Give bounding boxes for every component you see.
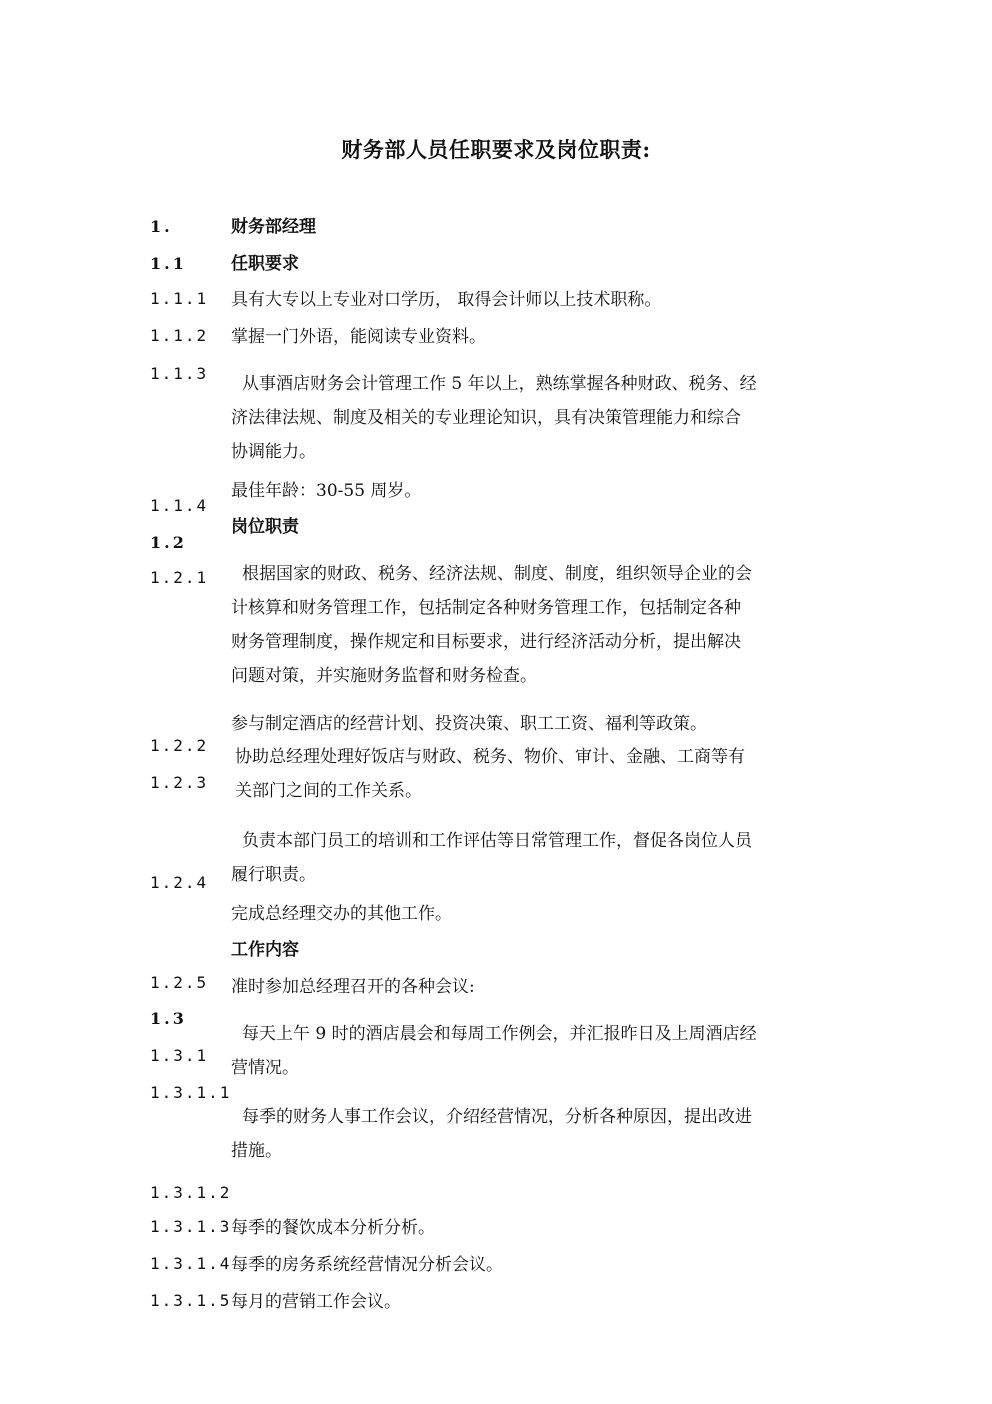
- duty-item-1-line-1: 根据国家的财政、税务、经济法规、制度、制度，组织领导企业的会: [242, 564, 752, 584]
- work-item-1-2-line-1: 每季的财务人事工作会议，介绍经营情况，分析各种原因，提出改进: [242, 1107, 752, 1127]
- heading-finance-manager: 财务部经理: [231, 217, 316, 237]
- section-number-1-3-1: 1.3.1: [150, 1046, 209, 1065]
- section-number-1-3-1-4: 1.3.1.4: [150, 1254, 232, 1273]
- work-item-1-4: 每季的房务系统经营情况分析会议。: [231, 1255, 503, 1275]
- duty-item-2: 参与制定酒店的经营计划、投资决策、职工工资、福利等政策。: [231, 714, 707, 734]
- qualification-item-4: 最佳年龄：30-55 周岁。: [231, 481, 422, 501]
- duty-item-1-line-3: 财务管理制度，操作规定和目标要求，进行经济活动分析，提出解决: [231, 632, 741, 652]
- section-number-1-3: 1.3: [150, 1009, 187, 1028]
- duty-item-4-line-1: 负责本部门员工的培训和工作评估等日常管理工作，督促各岗位人员: [242, 831, 752, 851]
- qualification-item-3: [231, 367, 856, 469]
- work-item-1: 准时参加总经理召开的各种会议:: [231, 977, 475, 997]
- section-number-1-2-5: 1.2.5: [150, 973, 209, 992]
- section-number-1-1-1: 1.1.1: [150, 289, 209, 308]
- duty-item-3-line-2: 关部门之间的工作关系。: [235, 781, 422, 801]
- duty-item-3-line-1: 协助总经理处理好饭店与财政、税务、物价、审计、金融、工商等有: [235, 747, 745, 767]
- duty-item-5: 完成总经理交办的其他工作。: [231, 904, 452, 924]
- work-item-1-2: [231, 1100, 856, 1168]
- heading-work-content: 工作内容: [231, 940, 299, 960]
- section-number-1-3-1-5: 1.3.1.5: [150, 1291, 232, 1310]
- section-number-1-2-2: 1.2.2: [150, 736, 209, 755]
- work-item-1-3: 每季的餐饮成本分析分析。: [231, 1218, 435, 1238]
- qualification-item-3-line-3: 协调能力。: [231, 442, 316, 462]
- section-number-1-2-4: 1.2.4: [150, 873, 209, 892]
- qualification-item-3-line-2: 济法律法规、制度及相关的专业理论知识，具有决策管理能力和综合: [231, 408, 741, 428]
- section-number-1-3-1-1: 1.3.1.1: [150, 1083, 232, 1102]
- duty-item-1-line-2: 计核算和财务管理工作，包括制定各种财务管理工作，包括制定各种: [231, 598, 741, 618]
- section-number-1-1: 1.1: [150, 254, 187, 273]
- section-number-1: 1.: [150, 217, 173, 236]
- section-number-1-2-1: 1.2.1: [150, 568, 209, 587]
- work-item-1-1-line-2: 营情况。: [231, 1058, 299, 1078]
- work-item-1-2-line-2: 措施。: [231, 1141, 282, 1161]
- section-number-1-1-4: 1.1.4: [150, 496, 209, 515]
- page-title: 财务部人员任职要求及岗位职责:: [341, 137, 651, 162]
- section-number-1-3-1-3: 1.3.1.3: [150, 1217, 232, 1236]
- work-item-1-1: [231, 1017, 856, 1085]
- qualification-item-1: 具有大专以上专业对口学历， 取得会计师以上技术职称。: [231, 290, 662, 310]
- duty-item-3: [231, 740, 856, 808]
- section-number-1-1-3: 1.1.3: [150, 364, 209, 383]
- qualification-item-2: 掌握一门外语，能阅读专业资料。: [231, 327, 486, 347]
- section-number-1-2-3: 1.2.3: [150, 773, 209, 792]
- work-item-1-5: 每月的营销工作会议。: [231, 1292, 401, 1312]
- heading-qualifications: 任职要求: [231, 254, 299, 274]
- duty-item-4: [231, 824, 856, 892]
- heading-duties: 岗位职责: [231, 517, 299, 537]
- duty-item-1-line-4: 问题对策，并实施财务监督和财务检查。: [231, 666, 537, 686]
- duty-item-4-line-2: 履行职责。: [231, 865, 316, 885]
- section-number-1-2: 1.2: [150, 533, 187, 552]
- qualification-item-3-line-1: 从事酒店财务会计管理工作 5 年以上，熟练掌握各种财政、税务、经: [242, 374, 757, 394]
- section-number-1-1-2: 1.1.2: [150, 326, 209, 345]
- duty-item-1: [231, 557, 856, 693]
- work-item-1-1-line-1: 每天上午 9 时的酒店晨会和每周工作例会，并汇报昨日及上周酒店经: [242, 1024, 757, 1044]
- section-number-1-3-1-2: 1.3.1.2: [150, 1183, 232, 1202]
